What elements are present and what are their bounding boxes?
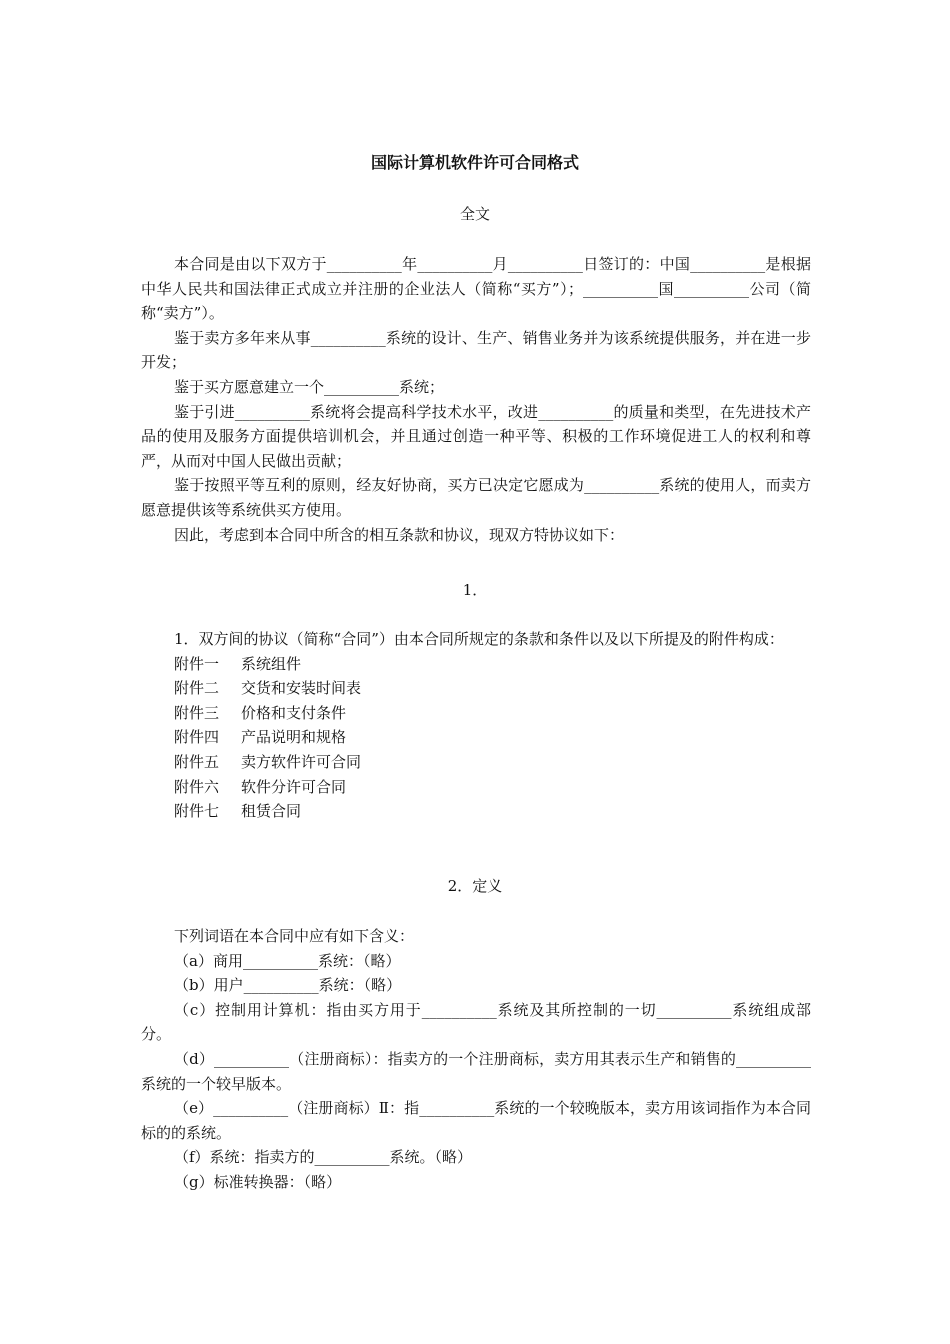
annex-item — [141, 725, 811, 750]
annex-name: 系统组件 — [241, 654, 302, 673]
annex-name: 交货和安装时间表 — [241, 679, 362, 698]
annex-number: 附件四 — [174, 728, 220, 747]
preamble-paragraph: 鉴于按照平等互利的原则，经友好协商，买方已决定它愿成为__________系统的使用人，而卖方愿意提供该等系统供买方使用。 — [141, 476, 811, 519]
definition-item: （b）用户__________系统：（略） — [174, 976, 402, 995]
section1-body — [141, 627, 811, 824]
annex-item — [141, 652, 811, 677]
annex-number: 附件三 — [174, 703, 220, 722]
preamble-paragraph: 因此，考虑到本合同中所含的相互条款和协议，现双方特协议如下： — [174, 525, 625, 544]
annex-name: 产品说明和规格 — [241, 728, 347, 747]
annex-item — [141, 750, 811, 775]
definition-item: （c）控制用计算机：指由买方用于__________系统及其所控制的一切__________系统组成部分。 — [141, 1000, 811, 1044]
annex-name: 价格和支付条件 — [241, 703, 347, 722]
annex-number: 附件五 — [174, 752, 220, 771]
preamble-paragraph: 鉴于买方愿意建立一个__________系统； — [174, 377, 445, 396]
annex-number: 附件六 — [174, 777, 220, 796]
preamble-paragraph: 鉴于卖方多年来从事__________系统的设计、生产、销售业务并为该系统提供服务，并在进一步开发； — [141, 328, 811, 372]
definition-item: （e）__________（注册商标）Ⅱ：指__________系统的一个较晚版本，卖方用该词指作为本合同标的的系统。 — [141, 1099, 811, 1142]
definition-item: （d）__________（注册商标）：指卖方的一个注册商标，卖方用其表示生产和销售的__________系统的一个较早版本。 — [141, 1049, 811, 1093]
annex-number: 附件一 — [174, 654, 220, 673]
annex-item — [141, 799, 811, 824]
section1-clause: 1．双方间的协议（简称“合同”）由本合同所规定的条款和条件以及以下所提及的附件构成： — [174, 630, 784, 648]
annex-item — [141, 775, 811, 800]
definition-item: （g）标准转换器：（略） — [174, 1172, 342, 1191]
annex-name: 软件分许可合同 — [241, 777, 347, 796]
preamble — [141, 252, 811, 547]
annex-number: 附件七 — [174, 802, 220, 821]
preamble-paragraph: 鉴于引进__________系统将会提高科学技术水平，改进__________的质量和类型，在先进技术产品的使用及服务方面提供培训机会，并且通过创造一种平等、积极的工作环境促进工人的权利和尊严，从而对中国人民做出贡献； — [141, 402, 811, 470]
document-title: 国际计算机软件许可合同格式 — [370, 153, 579, 172]
definitions-intro: 下列词语在本合同中应有如下含义： — [174, 927, 415, 945]
annex-item — [141, 676, 811, 701]
annex-name: 租赁合同 — [241, 802, 302, 821]
definition-item: （a）商用__________系统：（略） — [174, 951, 401, 970]
section2-body — [141, 924, 811, 1195]
section2-heading: 2．定义 — [447, 877, 503, 895]
annex-number: 附件二 — [174, 679, 220, 698]
section1-heading: 1． — [462, 581, 488, 599]
annex-name: 卖方软件许可合同 — [241, 752, 362, 771]
annex-item — [141, 701, 811, 726]
document-subtitle: 全文 — [459, 205, 490, 223]
preamble-paragraph: 本合同是由以下双方于__________年__________月__________日签订的：中国__________是根据中华人民共和国法律正式成立并注册的企业法人（简称“买方”）；__________国__________公司（简称“卖方”）。 — [141, 255, 811, 323]
definition-item: （f）系统：指卖方的__________系统。（略） — [174, 1148, 473, 1167]
